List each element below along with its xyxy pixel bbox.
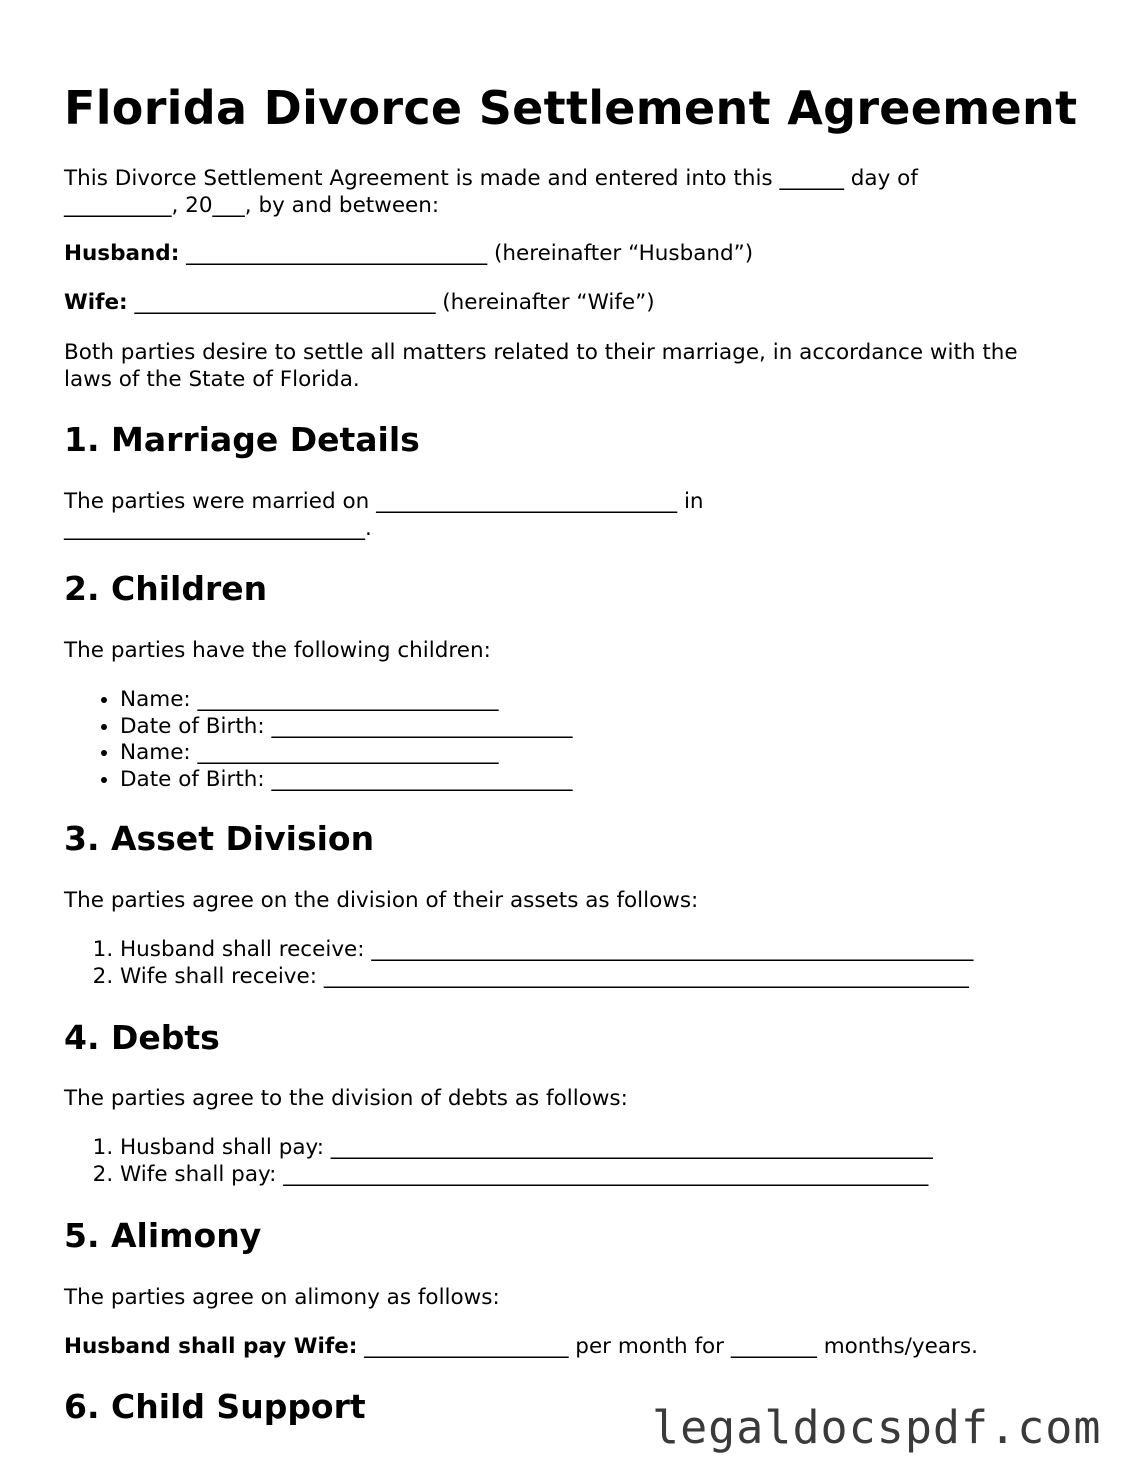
list-item: • Date of Birth: ____________________________ — [120, 714, 1130, 741]
children-intro: The parties have the following children: — [64, 638, 491, 663]
alimony-label: Husband shall pay Wife: — [64, 1334, 358, 1359]
section-heading-alimony: 5. Alimony — [64, 1216, 262, 1255]
wife-text: ____________________________ (hereinafter “Wife”) — [127, 290, 655, 315]
list-item: 2. Wife shall pay: ____________________________________________________________ — [120, 1162, 1130, 1189]
intro-paragraph — [64, 166, 1074, 219]
document-title: Florida Divorce Settlement Agreement — [64, 81, 1078, 135]
section-heading-debts: 4. Debts — [64, 1018, 220, 1057]
marriage-paragraph — [64, 489, 1074, 542]
debts-list — [64, 1135, 1130, 1188]
list-item: • Date of Birth: ____________________________ — [120, 767, 1130, 794]
watermark: legaldocspdf.com — [652, 1401, 1102, 1454]
assets-intro: The parties agree on the division of their assets as follows: — [64, 888, 699, 913]
alimony-intro: The parties agree on alimony as follows: — [64, 1285, 500, 1310]
alimony-terms-line — [64, 1334, 1074, 1361]
intro-line-1: This Divorce Settlement Agreement is made and entered into this ______ day of — [64, 166, 918, 191]
section-heading-children: 2. Children — [64, 569, 268, 608]
section-heading-marriage: 1. Marriage Details — [64, 420, 420, 459]
purpose-line-2: laws of the State of Florida. — [64, 366, 360, 392]
list-item: 1. Husband shall pay: ________________________________________________________ — [120, 1135, 1130, 1162]
section-heading-child-support: 6. Child Support — [64, 1387, 366, 1426]
list-item: • Name: ____________________________ — [120, 740, 1130, 767]
husband-line — [64, 241, 1074, 268]
list-item: • Name: ____________________________ — [120, 687, 1130, 714]
marriage-line-1: The parties were married on ____________________________ in — [64, 489, 704, 514]
husband-label: Husband: — [64, 241, 180, 266]
marriage-line-2: ____________________________. — [64, 515, 372, 541]
alimony-terms: ___________________ per month for ________ months/years. — [357, 1334, 978, 1359]
intro-line-2: __________, 20___, by and between: — [64, 192, 440, 218]
wife-line — [64, 290, 1074, 317]
section-heading-assets: 3. Asset Division — [64, 819, 375, 858]
children-list — [64, 687, 1130, 793]
purpose-paragraph — [64, 340, 1074, 393]
list-item: 2. Wife shall receive: ____________________________________________________________ — [120, 964, 1130, 991]
debts-intro: The parties agree to the division of debts as follows: — [64, 1086, 628, 1111]
assets-list — [64, 937, 1130, 990]
purpose-line-1: Both parties desire to settle all matters related to their marriage, in accordance with the — [64, 340, 1018, 365]
husband-text: ____________________________ (hereinafter “Husband”) — [179, 241, 754, 266]
wife-label: Wife: — [64, 290, 128, 315]
list-item: 1. Husband shall receive: ________________________________________________________ — [120, 937, 1130, 964]
